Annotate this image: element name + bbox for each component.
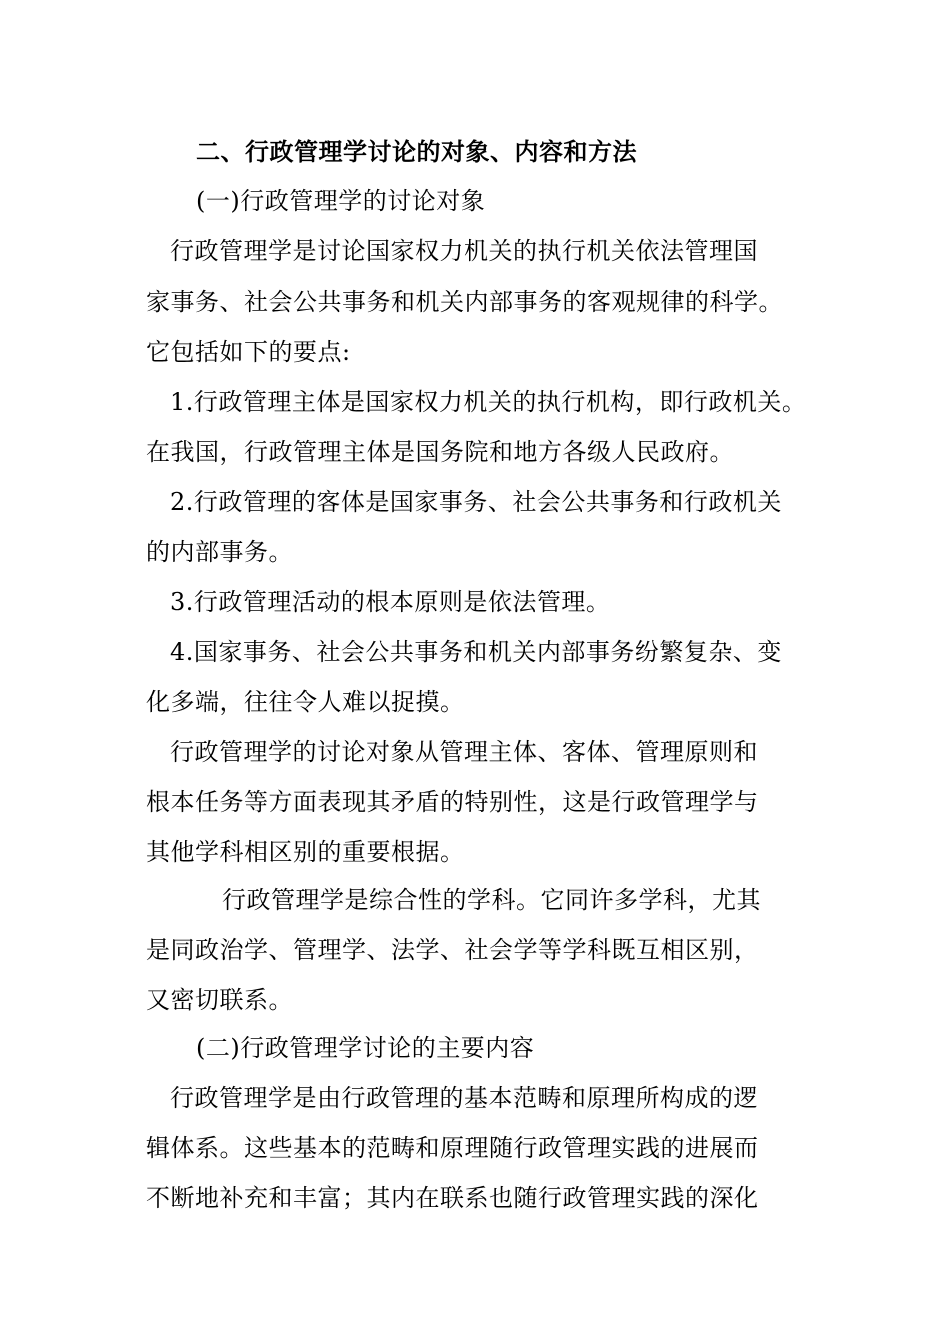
paragraph-line: 又密切联系。 <box>146 986 293 1014</box>
paragraph-line: 根本任务等方面表现其矛盾的特别性，这是行政管理学与 <box>146 788 759 816</box>
paragraph-line: 它包括如下的要点: <box>146 338 351 366</box>
paragraph-line: 其他学科相区别的重要根据。 <box>146 838 465 866</box>
paragraph-line: 行政管理学的讨论对象从管理主体、客体、管理原则和 <box>170 738 758 766</box>
list-item-3: 3.行政管理活动的根本原则是依法管理。 <box>170 588 611 616</box>
paragraph-line: 不断地补充和丰富；其内在联系也随行政管理实践的深化 <box>146 1184 759 1212</box>
subsection-heading-1: (一)行政管理学的讨论对象 <box>196 187 486 215</box>
paragraph-line: 行政管理学是综合性的学科。它同许多学科，尤其 <box>222 886 761 914</box>
list-item-1: 1.行政管理主体是国家权力机关的执行机构，即行政机关。 <box>170 388 807 416</box>
list-item-2-cont: 的内部事务。 <box>146 538 293 566</box>
paragraph-line: 辑体系。这些基本的范畴和原理随行政管理实践的进展而 <box>146 1134 759 1162</box>
list-item-4: 4.国家事务、社会公共事务和机关内部事务纷繁复杂、变 <box>170 638 782 666</box>
paragraph-line: 行政管理学是讨论国家权力机关的执行机关依法管理国 <box>170 237 758 265</box>
paragraph-line: 行政管理学是由行政管理的基本范畴和原理所构成的逻 <box>170 1084 758 1112</box>
list-item-1-cont: 在我国，行政管理主体是国务院和地方各级人民政府。 <box>146 438 734 466</box>
list-item-2: 2.行政管理的客体是国家事务、社会公共事务和行政机关 <box>170 488 782 516</box>
paragraph-line: 是同政治学、管理学、法学、社会学等学科既互相区别， <box>146 936 759 964</box>
list-item-4-cont: 化多端，往往令人难以捉摸。 <box>146 688 465 716</box>
subsection-heading-2: (二)行政管理学讨论的主要内容 <box>196 1034 535 1062</box>
paragraph-line: 家事务、社会公共事务和机关内部事务的客观规律的科学。 <box>146 288 783 316</box>
section-heading: 二、行政管理学讨论的对象、内容和方法 <box>196 137 637 166</box>
